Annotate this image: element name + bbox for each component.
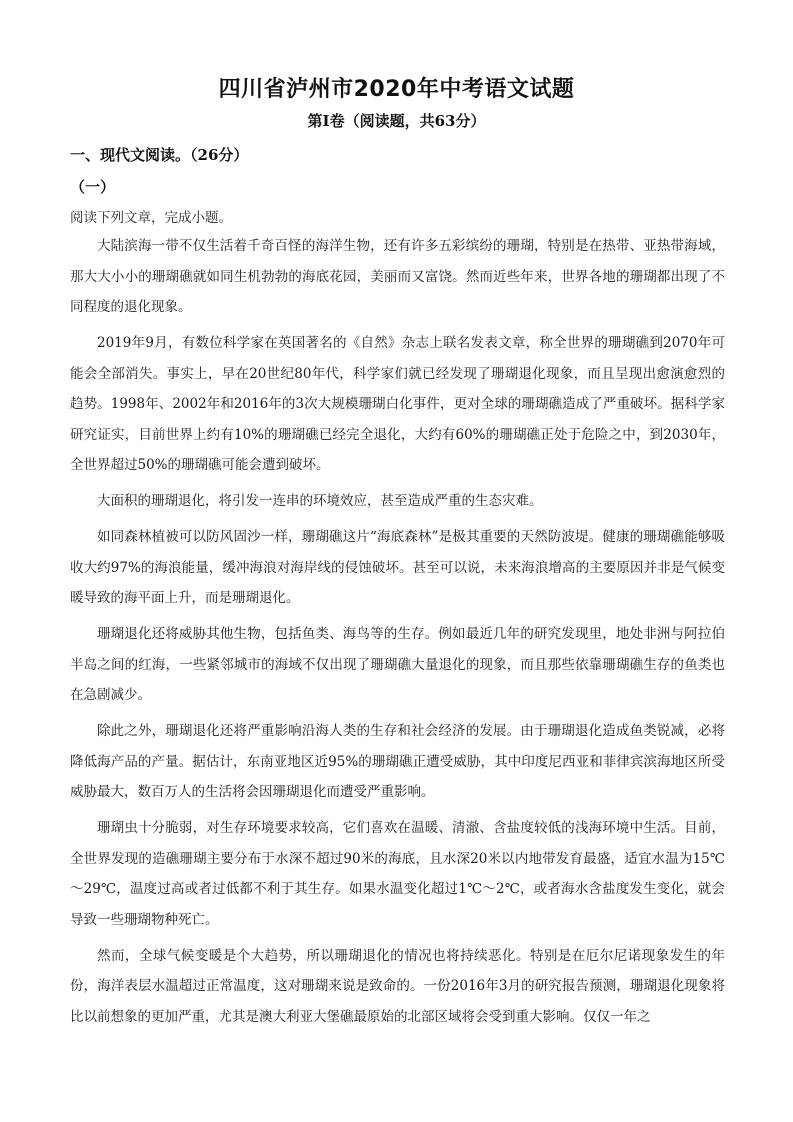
article-paragraph: 珊瑚虫十分脆弱，对生存环境要求较高，它们喜欢在温暖、清澈、含盐度较低的浅海环境中生活。目前，全世界发现的造礁珊瑚主要分布于水深不超过90米的海底，且水深20米以内地带发育最盛，适宜水温为15℃～29℃，温度过高或者过低都不利于其生存。如果水温变化超过1℃～2℃，或者海水含盐度发生变化，就会导致一些珊瑚物种死亡。: [70, 820, 725, 928]
part-heading: （一）: [70, 178, 116, 196]
article-body: [70, 231, 725, 1038]
volume-subtitle: 第Ⅰ卷（阅读题，共63分）: [307, 112, 486, 130]
page-title: 四川省泸州市2020年中考语文试题: [218, 77, 575, 102]
article-paragraph: 除此之外，珊瑚退化还将严重影响沿海人类的生存和社会经济的发展。由于珊瑚退化造成鱼类锐减，必将降低海产品的产量。据估计，东南亚地区近95%的珊瑚礁正遭受威胁，其中印度尼西亚和菲律宾滨海地区所受威胁最大，数百万人的生活将会因珊瑚退化而遭受严重影响。: [70, 723, 725, 800]
article-paragraph: 如同森林植被可以防风固沙一样，珊瑚礁这片“海底森林”是极其重要的天然防波堤。健康的珊瑚礁能够吸收大约97%的海浪能量，缓冲海浪对海岸线的侵蚀破坏。甚至可以说，未来海浪增高的主要原因并非是气候变暖导致的海平面上升，而是珊瑚退化。: [70, 529, 725, 606]
section-heading: 一、现代文阅读。（26分）: [70, 146, 249, 164]
article-paragraph: 2019年9月，有数位科学家在英国著名的《自然》杂志上联名发表文章，称全世界的珊瑚礁到2070年可能会全部消失。事实上，早在20世纪80年代，科学家们就已经发现了珊瑚退化现象，而且呈现出愈演愈烈的趋势。1998年、2002年和2016年的3次大规模珊瑚白化事件，更对全球的珊瑚礁造成了严重破坏。据科学家研究证实，目前世界上约有10%的珊瑚礁已经完全退化，大约有60%的珊瑚礁正处于危险之中，到2030年，全世界超过50%的珊瑚礁可能会遭到破坏。: [70, 335, 725, 473]
article-paragraph: 大陆滨海一带不仅生活着千奇百怪的海洋生物，还有许多五彩缤纷的珊瑚，特别是在热带、亚热带海域，那大大小小的珊瑚礁就如同生机勃勃的海底花园，美丽而又富饶。然而近些年来，世界各地的珊瑚都出现了不同程度的退化现象。: [70, 238, 725, 315]
reading-instruction: 阅读下列文章，完成小题。: [70, 210, 232, 226]
article-paragraph: 大面积的珊瑚退化，将引发一连串的环境效应，甚至造成严重的生态灾难。: [97, 493, 543, 509]
article-paragraph: 然而，全球气候变暖是个大趋势，所以珊瑚退化的情况也将持续恶化。特别是在厄尔尼诺现象发生的年份，海洋表层水温超过正常温度，这对珊瑚来说是致命的。一份2016年3月的研究报告预测，珊瑚退化现象将比以前想象的更加严重，尤其是澳大利亚大堡礁最原始的北部区域将会受到重大影响。仅仅一年之: [70, 947, 725, 1025]
article-paragraph: 珊瑚退化还将威胁其他生物，包括鱼类、海鸟等的生存。例如最近几年的研究发现里，地处非洲与阿拉伯半岛之间的红海，一些紧邻城市的海域不仅出现了珊瑚礁大量退化的现象，而且那些依靠珊瑚礁生存的鱼类也在急剧减少。: [70, 626, 725, 703]
